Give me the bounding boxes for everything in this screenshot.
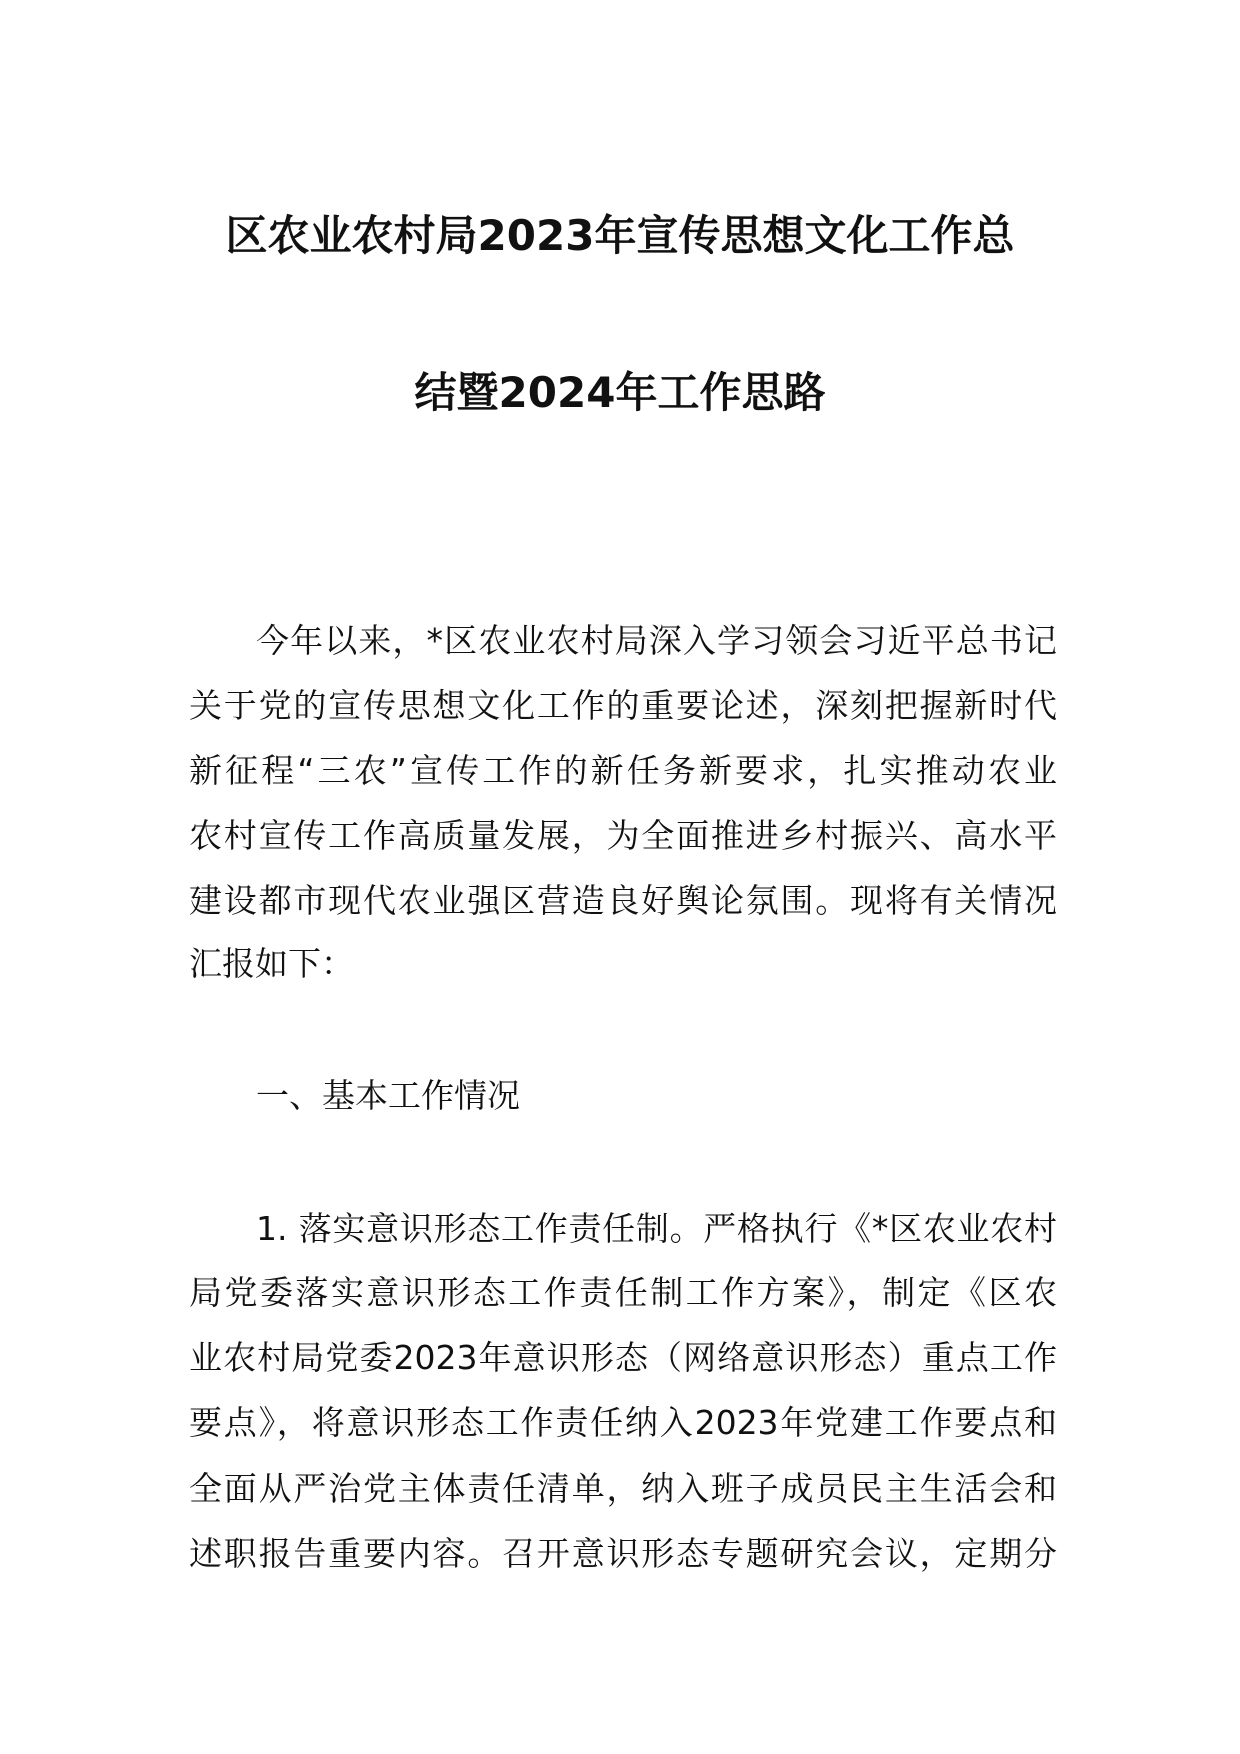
- paragraph-line: 局党委落实意识形态工作责任制工作方案》，制定《区农: [189, 1273, 1057, 1312]
- paragraph-line: 农村宣传工作高质量发展，为全面推进乡村振兴、高水平: [189, 816, 1057, 855]
- section-heading: 一、基本工作情况: [256, 1076, 520, 1115]
- paragraph-line: 新征程“三农”宣传工作的新任务新要求，扎实推动农业: [189, 751, 1057, 790]
- paragraph-line: 全面从严治党主体责任清单，纳入班子成员民主生活会和: [189, 1469, 1057, 1508]
- paragraph-line: 要点》，将意识形态工作责任纳入2023年党建工作要点和: [189, 1403, 1057, 1442]
- paragraph-line: 关于党的宣传思想文化工作的重要论述，深刻把握新时代: [189, 686, 1057, 725]
- paragraph-line: 建设都市现代农业强区营造良好舆论氛围。现将有关情况: [189, 881, 1057, 920]
- paragraph-line: 今年以来，*区农业农村局深入学习领会习近平总书记: [256, 621, 1057, 660]
- paragraph-line: 汇报如下：: [189, 944, 354, 983]
- paragraph-line: 述职报告重要内容。召开意识形态专题研究会议，定期分: [189, 1534, 1057, 1573]
- paragraph-line: 1. 落实意识形态工作责任制。严格执行《*区农业农村: [256, 1209, 1057, 1248]
- paragraph-line: 业农村局党委2023年意识形态（网络意识形态）重点工作: [189, 1338, 1057, 1377]
- document-title-line-2: 结暨2024年工作思路: [414, 368, 826, 417]
- document-title-line-1: 区农业农村局2023年宣传思想文化工作总: [225, 211, 1015, 260]
